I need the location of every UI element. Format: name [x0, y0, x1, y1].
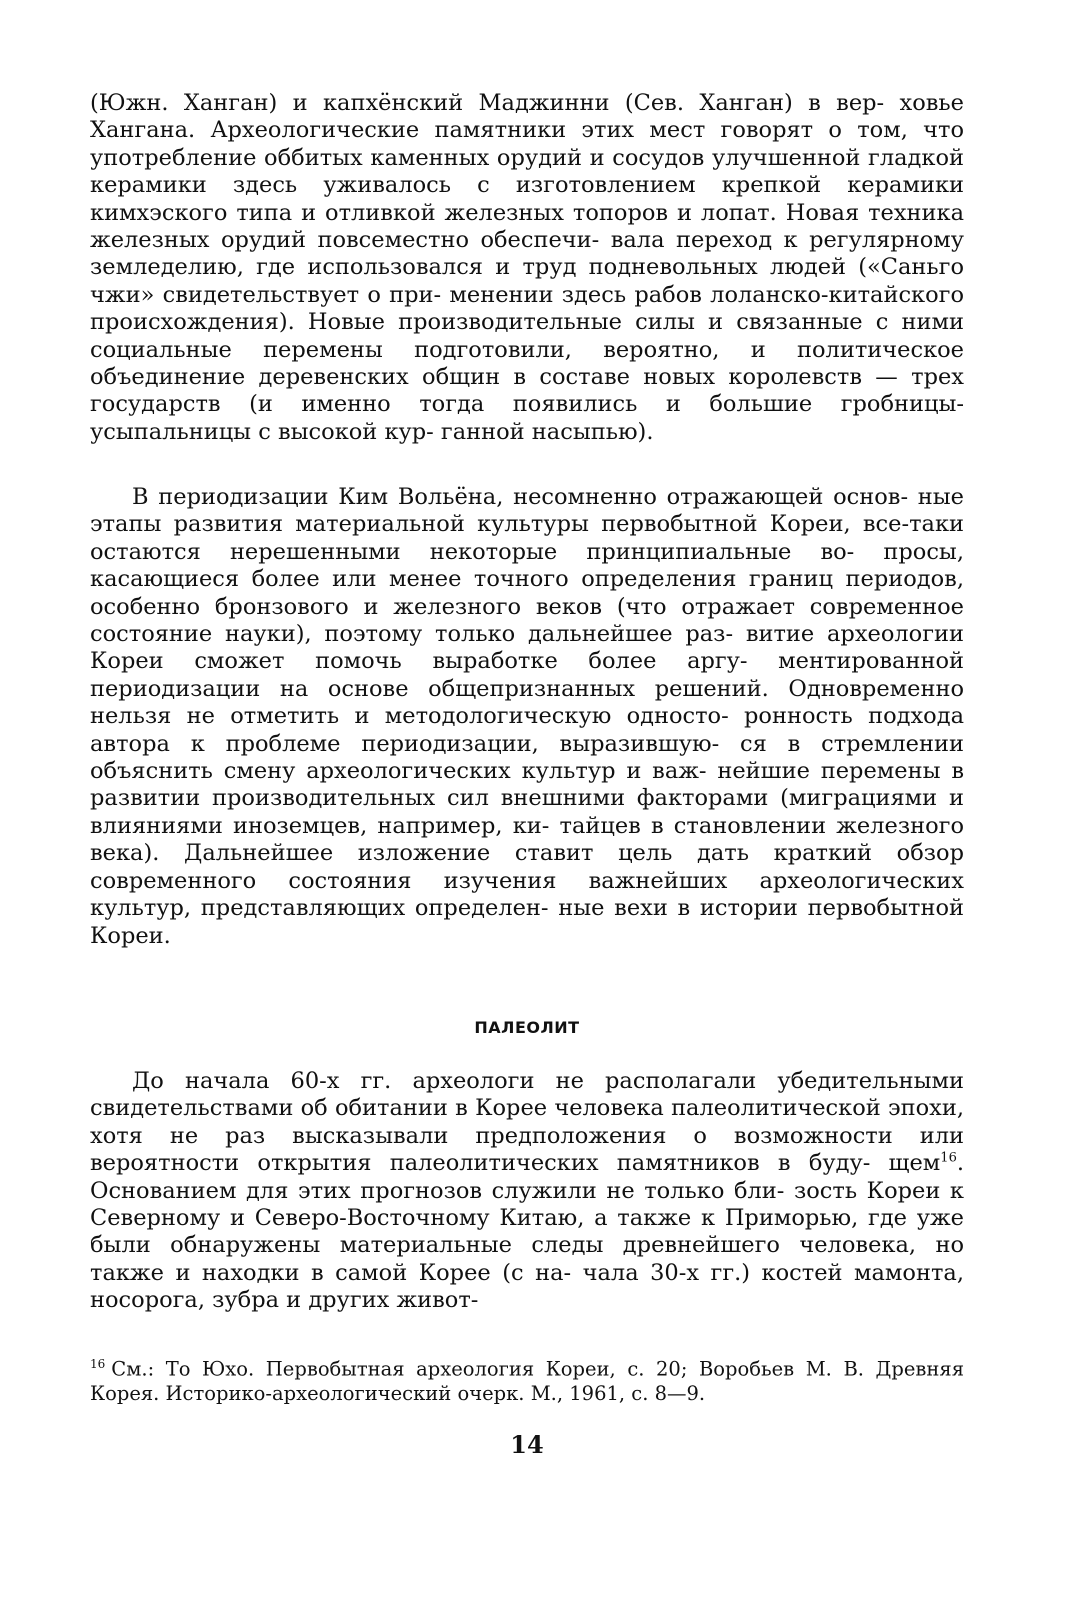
paragraph-continuation: (Южн. Ханган) и капхёнский Маджинни (Сев. Ханган) в вер- ховье Хангана. Археологические памятники этих мест говорят о том, что употребление оббитых каменных орудий и сосудов улучшенной гладкой керамики здесь уживалось с изготовлением крепкой керамики кимхэского типа и отливкой железных топоров и лопат. Новая техника железных орудий повсеместно обеспечи- вала переход к регулярному земледелию, где использовался и труд подневольных людей («Саньго чжи» свидетельствует о при- менении здесь рабов лоланско-китайского происхождения). Новые производительные силы и связанные с ними социальные перемены подготовили, вероятно, и политическое объединение деревенских общин в составе новых королевств — трех государств (и именно тогда появились и большие гробницы-усыпальницы с высокой кур- ганной насыпью).	[90, 90, 964, 445]
paragraph-periodization: В периодизации Ким Вольёна, несомненно отражающей основ- ные этапы развития материальной культуры первобытной Кореи, все-таки остаются нерешенными некоторые принципиальные во- просы, касающиеся более или менее точного определения границ периодов, особенно бронзового и железного веков (что отражает современное состояние науки), поэтому только дальнейшее раз- витие археологии Кореи сможет помочь выработке более аргу- ментированной периодизации на основе общепризнанных решений. Одновременно нельзя не отметить и методологическую односто- ронность подхода автора к проблеме периодизации, выразившую- ся в стремлении объяснить смену археологических культур и важ- нейшие перемены в развитии производительных сил внешними факторами (миграциями и влияниями иноземцев, например, ки- тайцев в становлении железного века). Дальнейшее изложение ставит цель дать краткий обзор современного состояния изучения важнейших археологических культур, представляющих определен- ные вехи в истории первобытной Кореи.	[90, 484, 964, 949]
footnote-mark: 16	[90, 1357, 106, 1371]
paragraph-paleolithic	[90, 1068, 964, 1315]
footnote-reference: 16	[940, 1150, 957, 1166]
book-page	[90, 90, 964, 1459]
section-heading: ПАЛЕОЛИТ	[474, 1018, 580, 1037]
footnote	[90, 1352, 964, 1406]
paragraph-text-end: . Основанием для этих прогнозов служили не только бли- зость Кореи к Северному и Северо-Восточному Китаю, а также к Приморью, где уже были обнаружены материальные следы древнейшего человека, но также и находки в самой Корее (с на- чала 30-х гг.) костей мамонта, носорога, зубра и других живот-	[90, 1150, 964, 1314]
page-number: 14	[510, 1430, 544, 1459]
paragraph-text-start: До начала 60-х гг. археологи не располагали убедительными свидетельствами об обитании в Корее человека палеолитической эпохи, хотя не раз высказывали предположения о возможности или вероятности открытия палеолитических памятников в буду- щем	[90, 1068, 964, 1177]
footnote-text: См.: То Юхо. Первобытная археология Кореи, с. 20; Воробьев М. В. Древняя Корея. Историко-археологический очерк. М., 1961, с. 8—9.	[90, 1357, 964, 1405]
